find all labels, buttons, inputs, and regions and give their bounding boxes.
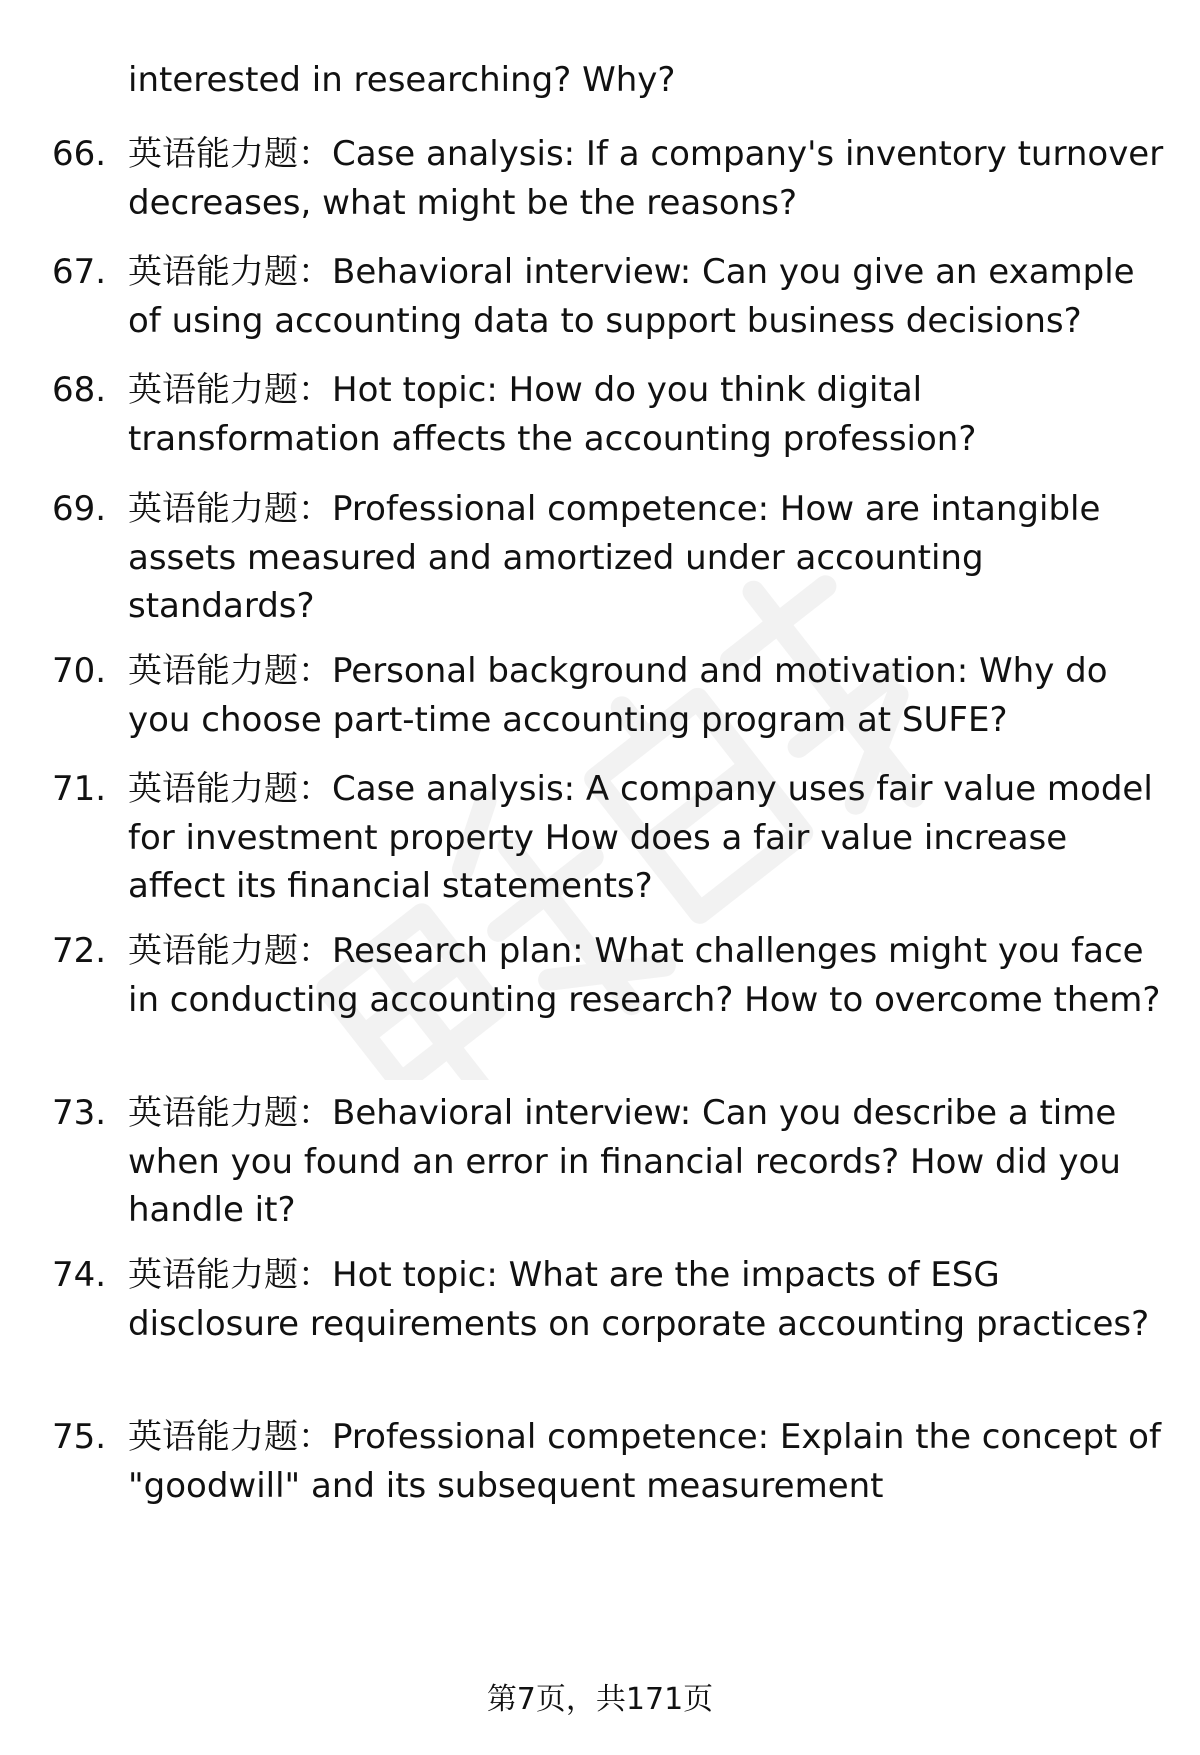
question-text: 英语能力题：Hot topic: What are the impacts of ESG disclosure requirements on corporate accounting practices? [128, 1255, 1150, 1344]
question-text: 英语能力题：Research plan: What challenges might you face in conducting accounting research? How to overcome them? [128, 931, 1161, 1020]
question-number: 73. [52, 1093, 107, 1133]
page-footer: 第7页，共171页 [486, 1682, 714, 1717]
question-number: 68. [52, 370, 107, 410]
question-text: 英语能力题：Personal background and motivation: Why do you choose part-time accounting program at SUFE? [128, 651, 1108, 740]
question-number: 74. [52, 1255, 107, 1295]
question-number: 75. [52, 1417, 107, 1457]
question-text: 英语能力题：Professional competence: How are intangible assets measured and amortized under accounting standards? [128, 489, 1101, 626]
continued-question-text: interested in researching? Why? [128, 60, 676, 100]
question-text: 英语能力题：Professional competence: Explain the concept of "goodwill" and its subsequent measurement [128, 1417, 1161, 1506]
question-number: 71. [52, 769, 107, 809]
question-text: 英语能力题：Case analysis: If a company's inventory turnover decreases, what might be the reasons? [128, 134, 1164, 223]
question-text: 英语能力题：Behavioral interview: Can you describe a time when you found an error in financial records? How did you handle it? [128, 1093, 1121, 1230]
question-text: 英语能力题：Hot topic: How do you think digital transformation affects the accounting profession? [128, 370, 977, 459]
question-number: 72. [52, 931, 107, 971]
question-number: 67. [52, 252, 107, 292]
question-text: 英语能力题：Behavioral interview: Can you give an example of using accounting data to support business decisions? [128, 252, 1135, 341]
question-number: 66. [52, 134, 107, 174]
question-text: 英语能力题：Case analysis: A company uses fair value model for investment property How does a fair value increase affect its financial statements? [128, 769, 1153, 906]
question-number: 70. [52, 651, 107, 691]
question-number: 69. [52, 489, 107, 529]
